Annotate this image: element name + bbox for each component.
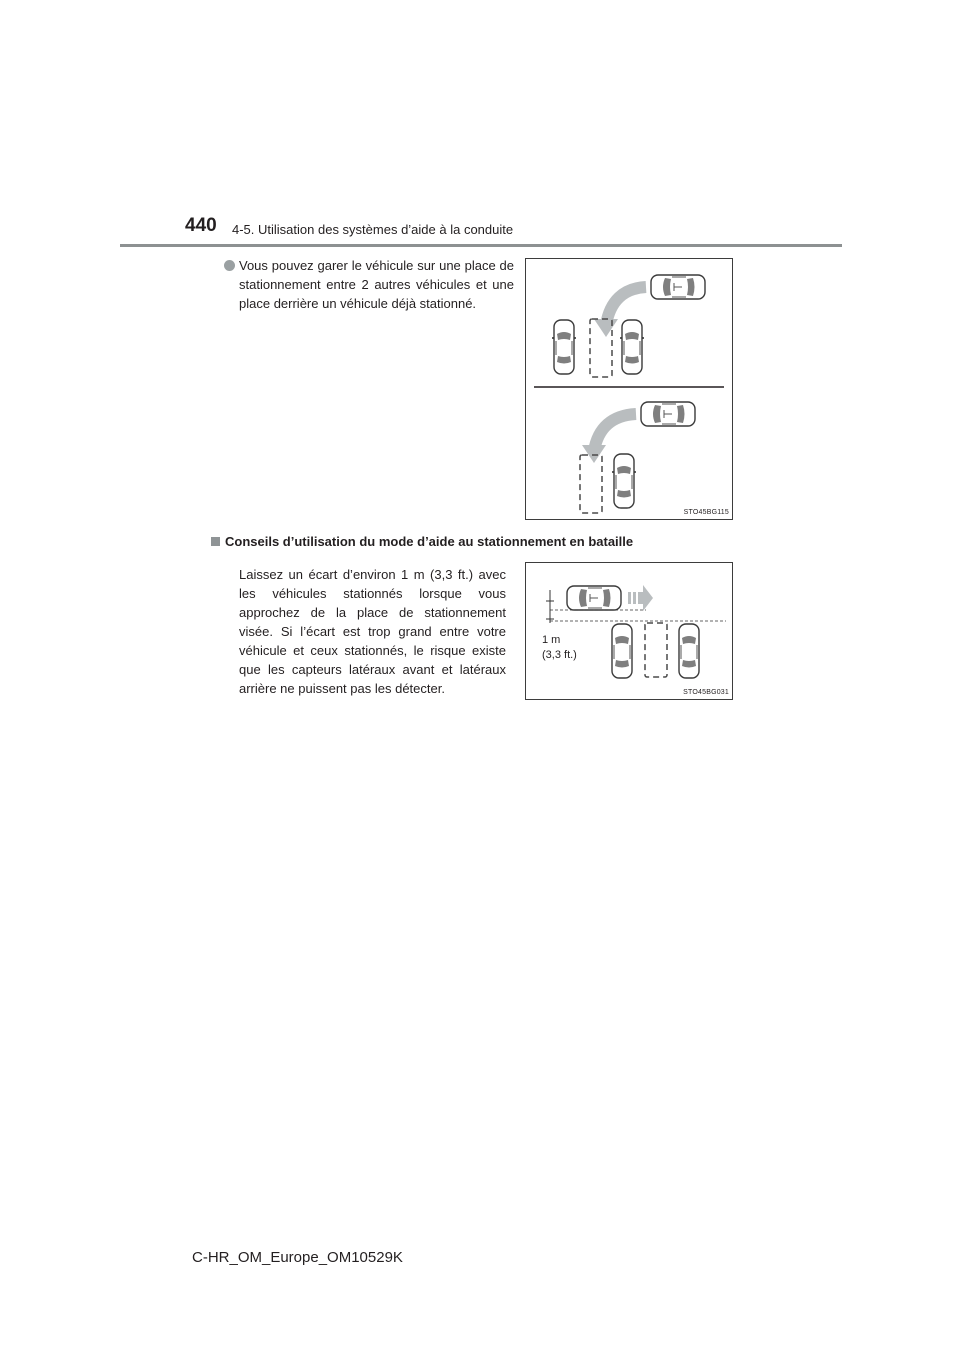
car-icon <box>651 275 705 299</box>
parking-space <box>645 623 667 677</box>
figure-code: STO45BG031 <box>683 689 729 696</box>
square-bullet-icon <box>211 537 220 546</box>
parking-figure-2 <box>525 562 733 700</box>
footer-code: C-HR_OM_Europe_OM10529K <box>192 1249 403 1266</box>
car-icon <box>679 624 699 678</box>
car-icon <box>620 320 644 374</box>
car-icon <box>567 586 621 610</box>
parking-space <box>580 455 602 513</box>
parking-diagram-2 <box>526 563 732 699</box>
header-rule <box>120 244 842 247</box>
body-paragraph: Laissez un écart d’environ 1 m (3,3 ft.) avec les véhicules stationnés lorsque vous approchez de la place de stationnement visée. Si l’écart est trop grand entre votre véhicule et ceux stationnés, le risque existe que les capteurs latéraux avant et latéraux arrière ne puissent pas les détecter. <box>239 567 506 696</box>
page-number: 440 <box>185 215 217 236</box>
gap-label <box>542 633 577 663</box>
bullet-text: Vous pouvez garer le véhicule sur une place de stationnement entre 2 autres véhicules et une place derrière un véhicule déjà stationné. <box>239 258 514 311</box>
car-icon <box>612 454 636 508</box>
gap-label-imperial: (3,3 ft.) <box>542 649 577 661</box>
parking-diagram-1 <box>526 259 732 519</box>
parking-figure-1 <box>525 258 733 520</box>
car-icon <box>612 624 632 678</box>
bullet-dot-icon <box>224 260 235 271</box>
arrow-icon <box>628 585 653 611</box>
section-title: 4-5. Utilisation des systèmes d’aide à la conduite <box>232 222 514 237</box>
gap-label-metric: 1 m <box>542 634 561 646</box>
subheading <box>211 534 633 549</box>
bullet-item <box>224 256 514 313</box>
figure-code: STO45BG115 <box>683 509 729 516</box>
car-icon <box>552 320 576 374</box>
car-icon <box>641 402 695 426</box>
subheading-text: Conseils d’utilisation du mode d’aide au stationnement en bataille <box>225 534 634 549</box>
